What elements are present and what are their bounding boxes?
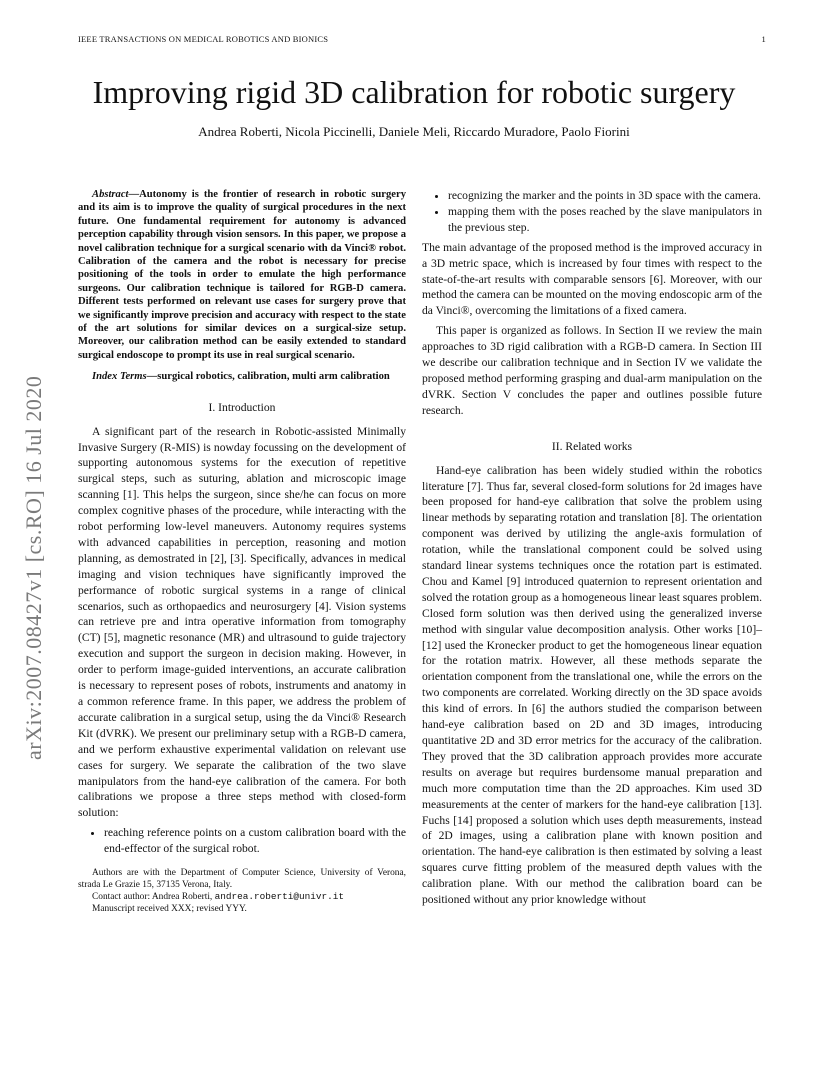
arxiv-stamp: arXiv:2007.08427v1 [cs.RO] 16 Jul 2020 <box>21 375 46 760</box>
abstract <box>78 188 406 362</box>
right-column <box>422 188 762 908</box>
footnote-affiliation: Authors are with the Department of Computer Science, University of Verona, strada Le Grazie 15, 37135 Verona, Italy. <box>78 868 406 891</box>
index-terms <box>78 370 406 383</box>
contact-email[interactable]: andrea.roberti@univr.it <box>214 891 345 903</box>
list-item: • recognizing the marker and the points in 3D space with the camera. <box>448 188 762 204</box>
method-steps-list-continued <box>422 188 762 236</box>
abstract-text: —Autonomy is the frontier of research in robotic surgery and its aim is to improve the quality of surgical procedures in the next future. One fundamental requirement for autonomy is advanced perception capability through vision sensors. In this paper, we propose a novel calibration technique for a surgical scenario with da Vinci® robot. Calibration of the camera and the robot is necessary for precise positioning of the tools in order to emulate the high performance surgeons. Our calibration technique is tailored for RGB-D camera. Different tests performed on relevant use cases for surgery prove that we significantly improve precision and accuracy with respect to the state of the art solutions for similar devices on a surgical-size setup. Moreover, our calibration method can be easily extended to standard surgical endoscope to prompt its use in real surgical scenario. <box>78 189 406 361</box>
index-terms-text: —surgical robotics, calibration, multi arm calibration <box>146 371 390 383</box>
left-column <box>78 188 406 915</box>
footnote-contact <box>78 891 406 903</box>
index-terms-lead: Index Terms <box>92 371 147 383</box>
related-works-paragraph: Hand-eye calibration has been widely studied within the robotics literature [7]. Thus far, several closed-form solutions for 2d images have been proposed for hand-eye calibration that solve the problem using linear methods by separating rotation and translation [8]. The orientation component was derived by utilizing the angle-axis formulation of rotation, while the translational component could be solved using standard linear systems techniques once the rotation part is estimated. Chou and Kamel [9] introduced quaternion to represent orientation and solved the rotation group as a homogeneous linear least squares problem. Closed form solution was then derived using the generalized inverse method with singular value decomposition analysis. Other works [10]–[12] used the Kronecker product to get the homogeneous linear equation for the rotation matrix. However, all these methods separate the orientation component from the translational one, while the errors on the two components are correlated. Working directly on the 3D space avoids this kind of errors. In [6] the authors studied the comparison between hand-eye calibration based on 2D and 3D images, introducing quantitative 2D and 3D error metrics for the accuracy of the calibration. They proved that the 3D calibration approach provides more accurate results on average but requires burdensome manual preparation and much more computation time than the 2D approaches. Kim used 3D measurements at the center of markers for the hand-eye calibration [13]. Fuchs [14] proposed a solution which uses depth measurements, instead of 2D images, using a calibration plane with known position and orientation. The hand-eye calibration is then estimated by solving a least squares curve fitting problem of the measured depth values with the calibration plane. With our method the calibration board can be positioned without any prior knowledge without <box>422 463 762 907</box>
list-item: • mapping them with the poses reached by the slave manipulators in the previous step. <box>448 204 762 236</box>
running-header: IEEE TRANSACTIONS ON MEDICAL ROBOTICS AND BIONICS <box>78 34 329 44</box>
paper-title: Improving rigid 3D calibration for robotic surgery <box>92 74 736 110</box>
abstract-lead: Abstract <box>92 189 129 200</box>
section-heading-introduction: I. Introduction <box>208 400 276 414</box>
footnote <box>78 867 406 915</box>
section-heading-related-works: II. Related works <box>551 439 633 453</box>
intro-paragraph-2: The main advantage of the proposed method is the improved accuracy in a 3D metric space, which is increased by four times with respect to the state-of-the-art results with comparable sensors [6]. Moreover, with our method the camera can be mounted on the moving endoscopic arm of the da Vinci®, overcoming the limitations of a fixed camera. <box>422 240 762 318</box>
footnote-contact-label: Contact author: Andrea Roberti, <box>92 892 213 903</box>
intro-paragraph-3: This paper is organized as follows. In Section II we review the main approaches to 3D rigid calibration with a RGB-D camera. In Section III we describe our calibration technique and in Section IV we validate the proposed method performing grasping and dual-arm manipulation on the dVRK. Section V concludes the paper and outlines possible future research. <box>422 324 762 417</box>
page-number: 1 <box>761 34 766 44</box>
footnote-received: Manuscript received XXX; revised YYY. <box>92 904 247 915</box>
method-steps-list <box>78 825 406 857</box>
list-item: • reaching reference points on a custom calibration board with the end-effector of the surgical robot. <box>104 825 406 857</box>
author-list: Andrea Roberti, Nicola Piccinelli, Daniele Meli, Riccardo Muradore, Paolo Fiorini <box>198 124 630 139</box>
intro-paragraph: A significant part of the research in Robotic-assisted Minimally Invasive Surgery (R-MIS) is nowday focussing on the development of supporting autonomous systems for the execution of repetitive surgical steps, such as suturing, ablation and microscopic image scanning [1]. This helps the surgeon, since she/he can focus on more complex cognitive phases of the procedure, while interacting with the robot performing low-level maneuvers. Autonomy requires systems with advanced capabilities in perception, reasoning and motion planning, as demostrated in [2], [3]. Specifically, advances in medical imaging and vision techniques have significantly improved the performance of robotic surgical systems in a range of clinical scenarios, such as orthopaedics and neurosurgery [4]. Vision systems can retrieve pre and intra operative information from tomography (CT) [5], magnetic resonance (MR) and ultrasound to guide trajectory execution and support the surgeon in decision making. However, in order to perform image-guided interventions, an accurate calibration is necessary to represent poses of robots, instruments and anatomy in a common reference frame. In this paper, we address the problem of accurate calibration in a surgical setup, using the da Vinci® Research Kit (dVRK). We present our preliminary setup with a RGB-D camera, and we perform exhaustive experimental validation on relevant use cases for surgery. We separate the calibration of the two slave manipulators from the hand-eye calibration of the camera. For both calibrations we propose a three steps method with closed-form solution: <box>78 424 406 820</box>
